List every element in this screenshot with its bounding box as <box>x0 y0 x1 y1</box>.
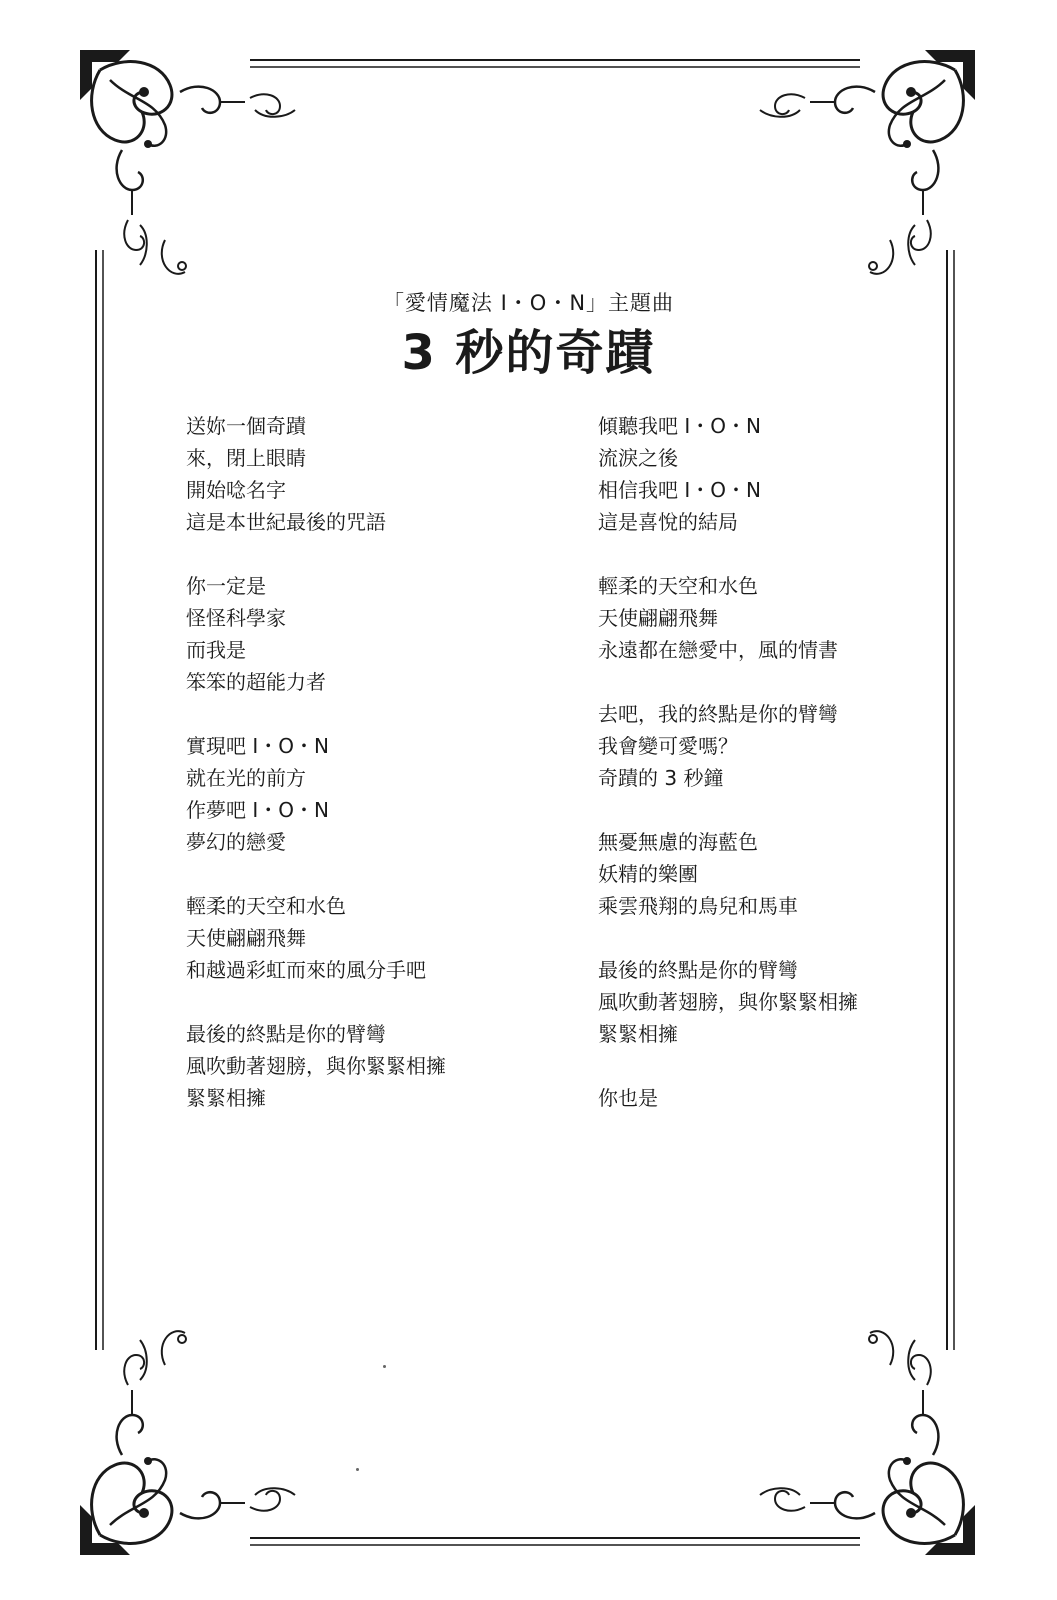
lyric-line: 妖精的樂團 <box>598 862 698 886</box>
lyric-line: 來，閉上眼睛 <box>186 446 306 470</box>
speck <box>356 1468 359 1471</box>
corner-ornament-top-left <box>80 50 295 274</box>
lyrics-stanza <box>186 570 546 698</box>
lyric-line: 奇蹟的 3 秒鐘 <box>598 766 724 790</box>
lyric-line: 永遠都在戀愛中，風的情書 <box>598 638 838 662</box>
lyrics-stanza <box>186 1018 546 1114</box>
lyric-line: 天使翩翩飛舞 <box>186 926 306 950</box>
lyric-line: 作夢吧 I・O・N <box>186 798 329 822</box>
lyrics-stanza <box>598 954 958 1050</box>
lyrics-stanza <box>598 1082 958 1114</box>
lyric-line: 夢幻的戀愛 <box>186 830 286 854</box>
corner-ornament-bottom-left <box>80 1331 295 1555</box>
lyrics-stanza <box>598 698 958 794</box>
lyric-line: 輕柔的天空和水色 <box>186 894 346 918</box>
lyric-line: 送妳一個奇蹟 <box>186 414 306 438</box>
lyric-line: 無憂無慮的海藍色 <box>598 830 758 854</box>
song-subtitle: 「愛情魔法 I・O・N」主題曲 <box>382 291 675 315</box>
lyric-line: 這是喜悅的結局 <box>598 510 738 534</box>
lyric-line: 你也是 <box>598 1086 658 1110</box>
lyrics-stanza <box>186 410 546 538</box>
lyric-line: 流淚之後 <box>598 446 678 470</box>
lyric-line: 怪怪科學家 <box>186 606 286 630</box>
lyrics-column-left <box>186 410 546 1146</box>
lyric-line: 風吹動著翅膀，與你緊緊相擁 <box>186 1054 446 1078</box>
lyric-line: 而我是 <box>186 638 246 662</box>
lyric-line: 實現吧 I・O・N <box>186 734 329 758</box>
lyric-line: 最後的終點是你的臂彎 <box>186 1022 386 1046</box>
lyric-line: 傾聽我吧 I・O・N <box>598 414 761 438</box>
lyric-line: 去吧，我的終點是你的臂彎 <box>598 702 838 726</box>
lyrics-column-right <box>598 410 958 1146</box>
lyric-line: 這是本世紀最後的咒語 <box>186 510 386 534</box>
lyric-line: 乘雲飛翔的鳥兒和馬車 <box>598 894 798 918</box>
lyric-line: 笨笨的超能力者 <box>186 670 326 694</box>
lyrics-stanza <box>598 826 958 922</box>
lyric-line: 緊緊相擁 <box>598 1022 678 1046</box>
lyric-line: 風吹動著翅膀，與你緊緊相擁 <box>598 990 858 1014</box>
lyric-line: 相信我吧 I・O・N <box>598 478 761 502</box>
lyrics-stanza <box>598 570 958 666</box>
lyric-line: 你一定是 <box>186 574 266 598</box>
lyric-line: 我會變可愛嗎？ <box>598 734 738 758</box>
speck <box>383 1365 386 1368</box>
lyric-line: 天使翩翩飛舞 <box>598 606 718 630</box>
lyrics-stanza <box>186 890 546 986</box>
lyric-line: 最後的終點是你的臂彎 <box>598 958 798 982</box>
lyric-line: 緊緊相擁 <box>186 1086 266 1110</box>
song-title: 3 秒的奇蹟 <box>401 325 656 381</box>
lyrics-stanza <box>186 730 546 858</box>
corner-ornament-bottom-right <box>760 1331 975 1555</box>
lyric-line: 輕柔的天空和水色 <box>598 574 758 598</box>
lyric-line: 開始唸名字 <box>186 478 286 502</box>
lyric-line: 就在光的前方 <box>186 766 306 790</box>
corner-ornament-top-right <box>760 50 975 274</box>
lyric-line: 和越過彩虹而來的風分手吧 <box>186 958 426 982</box>
lyrics-stanza <box>598 410 958 538</box>
